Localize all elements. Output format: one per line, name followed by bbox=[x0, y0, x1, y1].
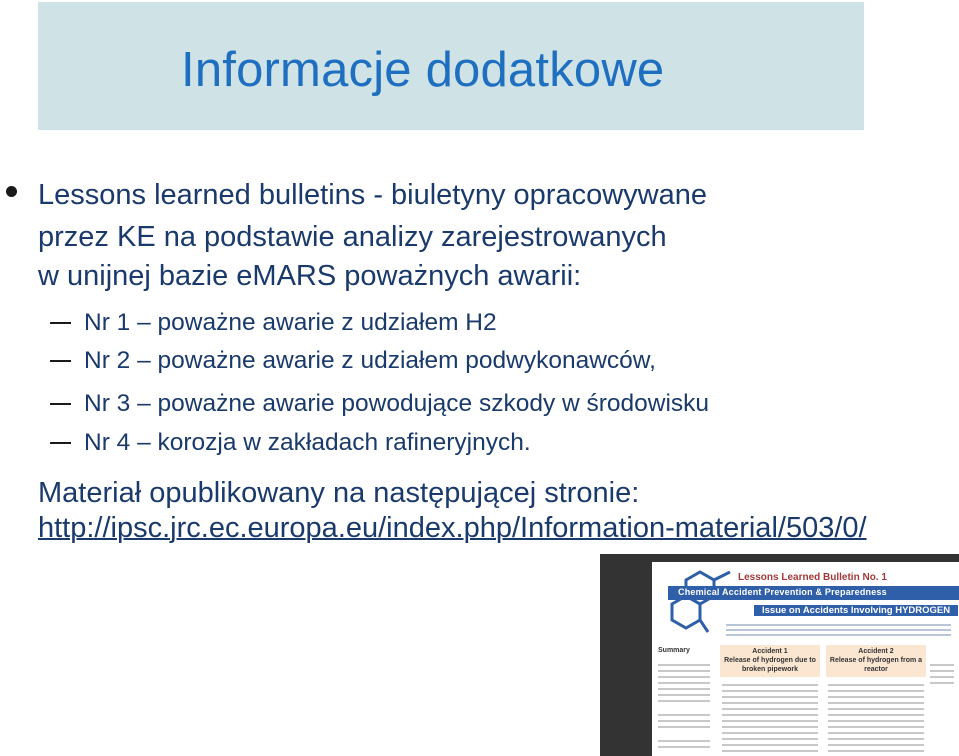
text-line bbox=[722, 720, 818, 722]
text-line bbox=[658, 688, 710, 690]
bullet-line-2: przez KE na podstawie analizy zarejestrowanych bbox=[38, 221, 667, 253]
dash-icon bbox=[50, 360, 71, 362]
text-line bbox=[658, 664, 710, 666]
text-line bbox=[722, 726, 818, 728]
text-line bbox=[658, 676, 710, 678]
text-line bbox=[722, 714, 818, 716]
text-line bbox=[828, 732, 924, 734]
text-line bbox=[828, 738, 924, 740]
text-line bbox=[722, 744, 818, 746]
text-line bbox=[658, 726, 710, 728]
bulletin-summary: Summary bbox=[658, 647, 690, 654]
accident-1-subtitle: Release of hydrogen due to broken pipework bbox=[724, 657, 816, 673]
text-line bbox=[828, 708, 924, 710]
bulletin-link[interactable]: http://ipsc.jrc.ec.europa.eu/index.php/Information-material/503/0/ bbox=[38, 512, 867, 544]
bulletin-issue: Issue on Accidents Involving HYDROGEN bbox=[754, 605, 958, 616]
text-line bbox=[658, 740, 710, 742]
title-bar bbox=[38, 2, 864, 130]
sub-item-text: Nr 4 – korozja w zakładach rafineryjnych. bbox=[84, 429, 531, 456]
text-line bbox=[828, 690, 924, 692]
bulletin-title: Lessons Learned Bulletin No. 1 bbox=[738, 572, 887, 583]
text-line bbox=[828, 744, 924, 746]
text-line bbox=[722, 732, 818, 734]
sub-item-text: Nr 3 – poważne awarie powodujące szkody w środowisku bbox=[84, 390, 710, 417]
intro-line bbox=[726, 634, 951, 636]
slide-title: Informacje dodatkowe bbox=[181, 43, 665, 97]
accident-1-header bbox=[720, 645, 820, 677]
text-line bbox=[722, 690, 818, 692]
bullet-line-3: w unijnej bazie eMARS poważnych awarii: bbox=[38, 260, 582, 292]
bullet-dot bbox=[6, 186, 17, 197]
dash-icon bbox=[50, 403, 71, 405]
text-line bbox=[828, 750, 924, 752]
text-line bbox=[722, 696, 818, 698]
text-line bbox=[828, 696, 924, 698]
text-line bbox=[930, 676, 954, 678]
text-line bbox=[930, 682, 954, 684]
bullet-line-1: Lessons learned bulletins - biuletyny opracowywane bbox=[38, 179, 707, 211]
accident-2-subtitle: Release of hydrogen from a reactor bbox=[829, 657, 923, 673]
text-line bbox=[658, 720, 710, 722]
text-line bbox=[658, 700, 710, 702]
bulletin-band-text: Chemical Accident Prevention & Preparedness bbox=[678, 587, 887, 597]
text-line bbox=[658, 746, 710, 748]
text-line bbox=[722, 750, 818, 752]
text-line bbox=[658, 714, 710, 716]
text-line bbox=[658, 670, 710, 672]
text-line bbox=[658, 694, 710, 696]
accident-2-header bbox=[826, 645, 926, 677]
text-line bbox=[722, 684, 818, 686]
bulletin-band bbox=[668, 586, 959, 600]
text-line bbox=[658, 682, 710, 684]
material-label: Materiał opublikowany na następującej stronie: bbox=[38, 477, 640, 509]
text-line bbox=[828, 714, 924, 716]
accident-1-title: Accident 1 bbox=[752, 648, 788, 655]
text-line bbox=[828, 684, 924, 686]
accident-2-title: Accident 2 bbox=[858, 648, 894, 655]
intro-line bbox=[726, 624, 951, 626]
bulletin-thumbnail[interactable] bbox=[600, 554, 959, 756]
text-line bbox=[828, 726, 924, 728]
text-line bbox=[828, 720, 924, 722]
text-line bbox=[722, 702, 818, 704]
dash-icon bbox=[50, 442, 71, 444]
sub-item-text: Nr 1 – poważne awarie z udziałem H2 bbox=[84, 309, 497, 336]
dash-icon bbox=[50, 322, 71, 324]
text-line bbox=[722, 738, 818, 740]
text-line bbox=[930, 664, 954, 666]
intro-line bbox=[726, 629, 951, 631]
text-line bbox=[828, 702, 924, 704]
text-line bbox=[722, 708, 818, 710]
sub-item-text: Nr 2 – poważne awarie z udziałem podwykonawców, bbox=[84, 347, 656, 374]
text-line bbox=[930, 670, 954, 672]
